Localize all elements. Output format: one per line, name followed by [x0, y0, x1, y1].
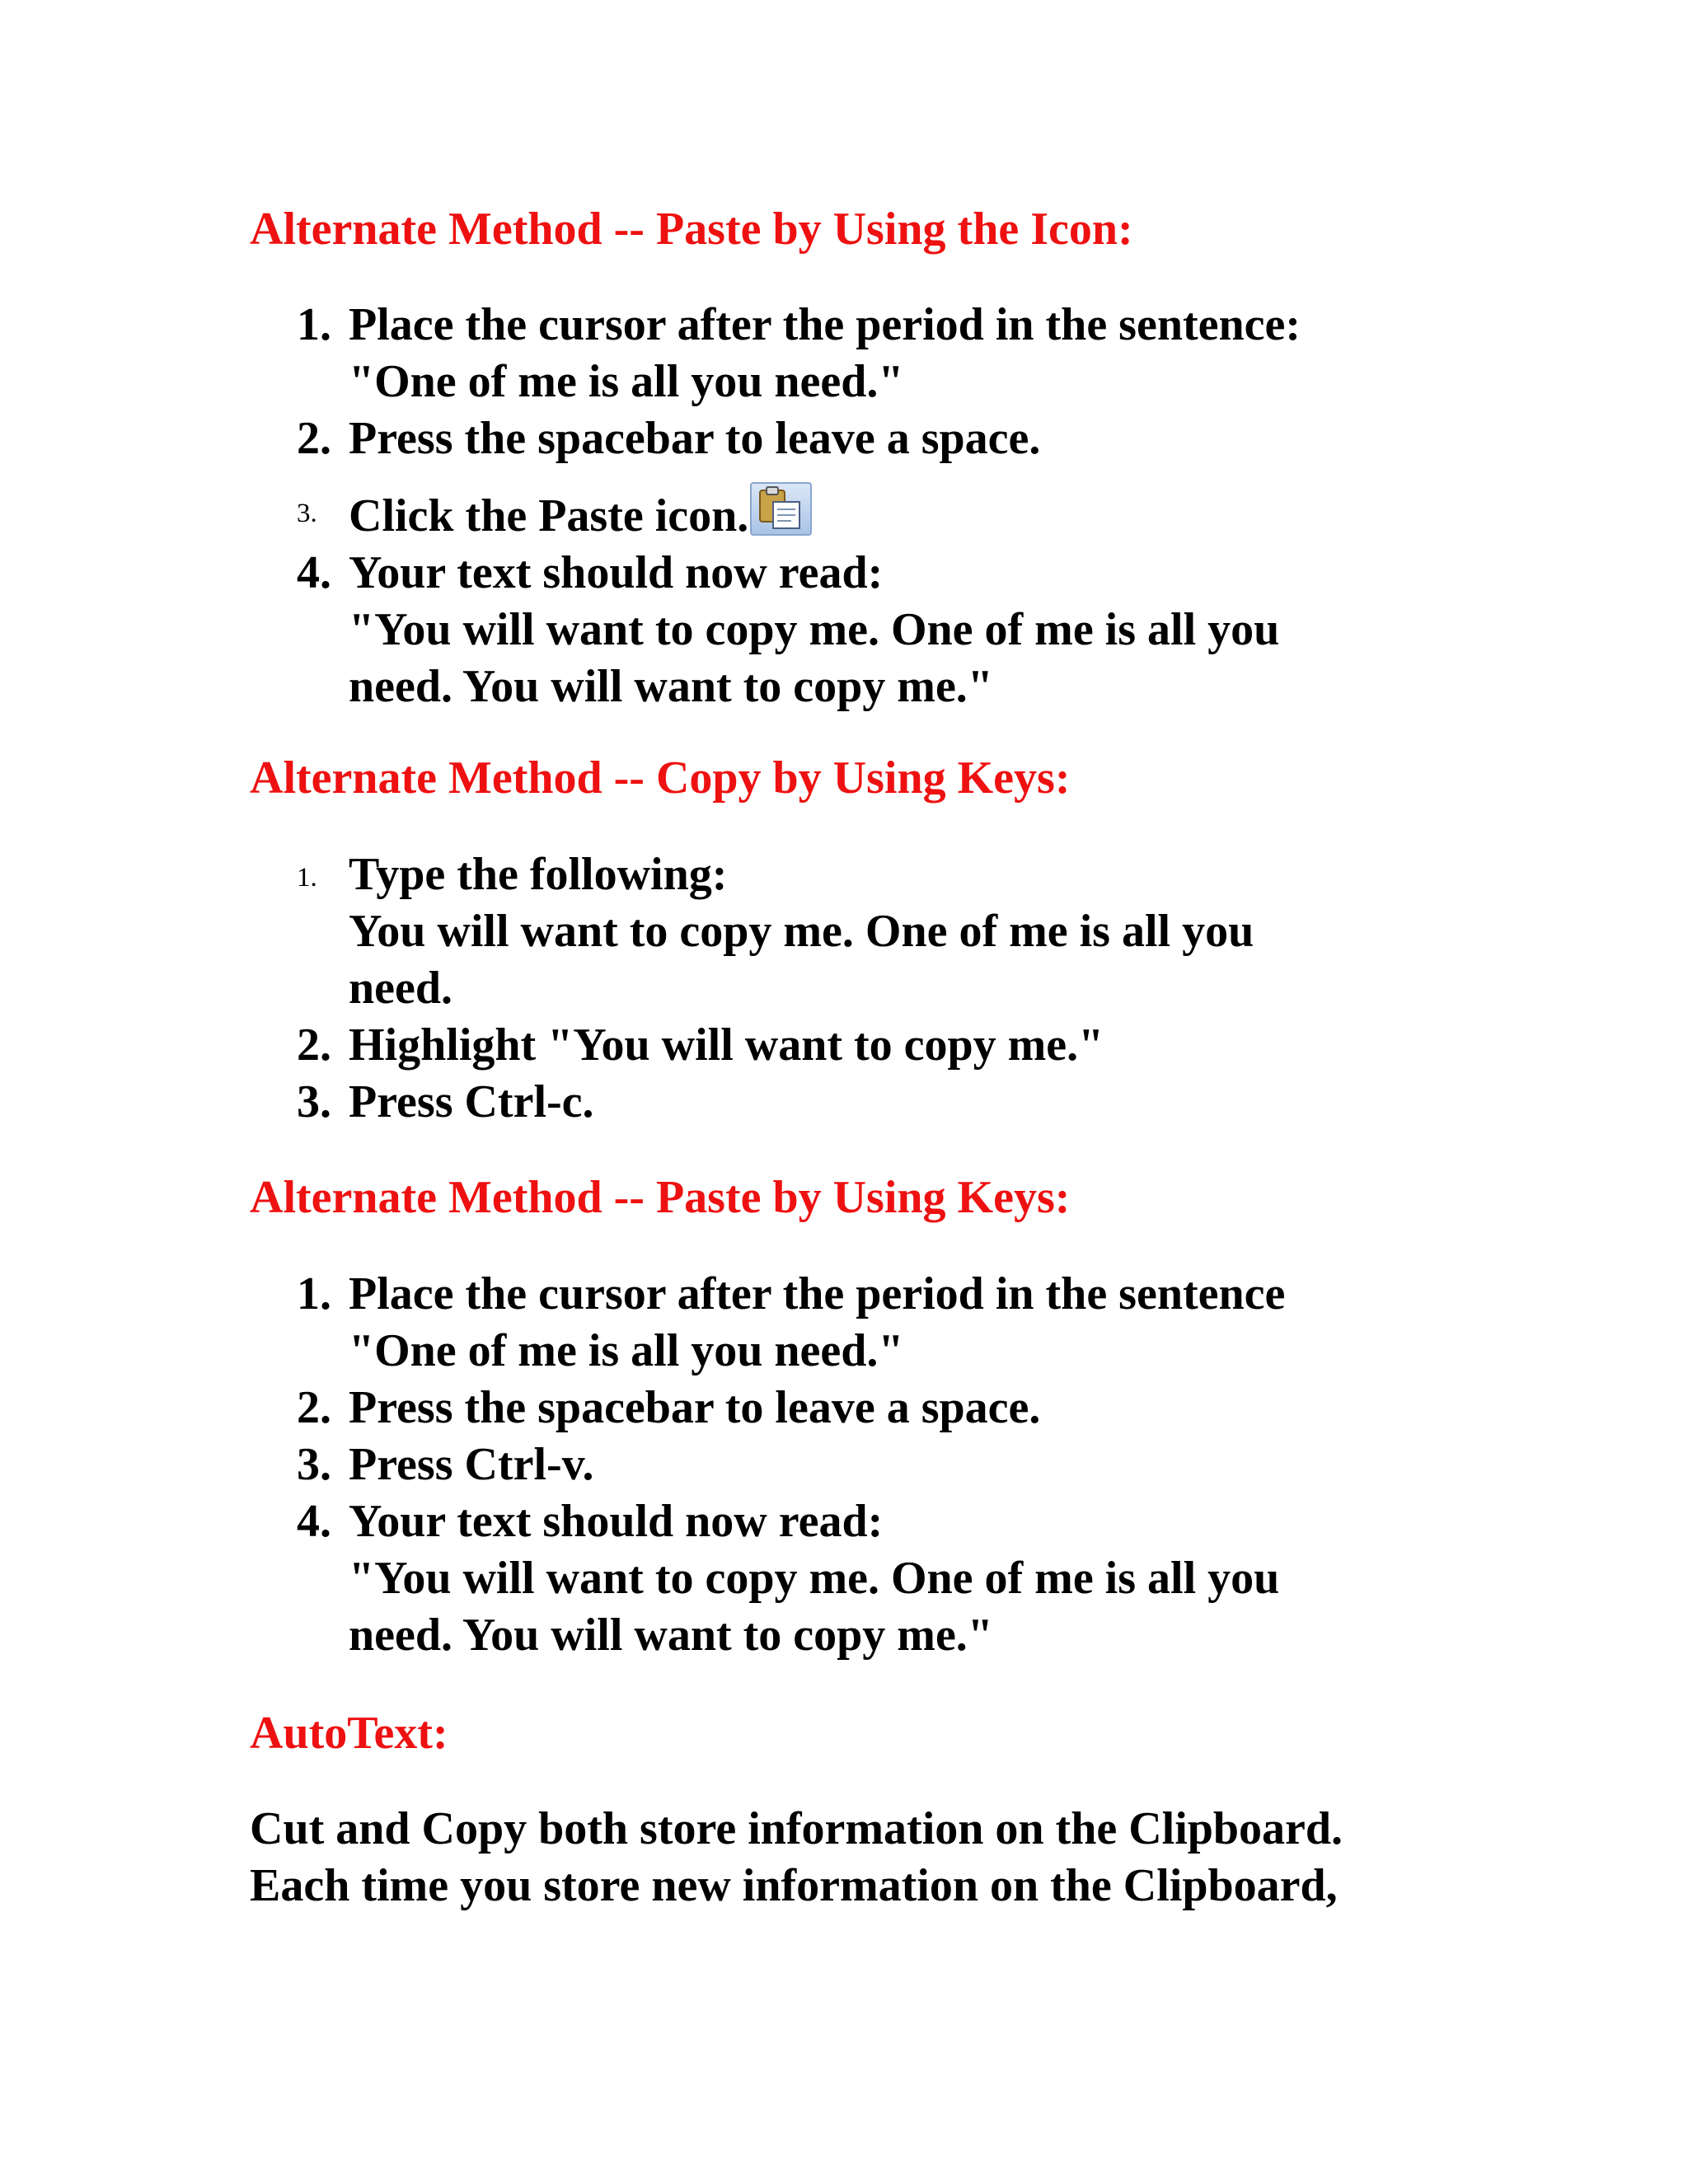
- step-text: Press Ctrl-v.: [349, 1439, 594, 1490]
- paragraph-line: Each time you store new information on the Clipboard,: [250, 1860, 1338, 1911]
- autotext-paragraph: [250, 1801, 1343, 1915]
- step-number: 4.: [297, 1496, 331, 1547]
- step-text: Highlight "You will want to copy me.": [349, 1019, 1104, 1071]
- step-number: 2.: [297, 1382, 331, 1433]
- step-number: 1.: [297, 1268, 331, 1319]
- step-number: 2.: [297, 413, 331, 464]
- list-item: [0, 545, 1301, 715]
- step-number: 4.: [297, 547, 331, 598]
- paragraph-line: Cut and Copy both store information on the Clipboard.: [250, 1803, 1343, 1854]
- step-number: 3.: [297, 499, 317, 528]
- step-number: 2.: [297, 1019, 331, 1071]
- list-item: [0, 846, 1254, 1017]
- list-item: [0, 1436, 1285, 1493]
- step-text: Your text should now read:: [349, 547, 884, 598]
- steps-copy-by-keys: [0, 846, 1254, 1131]
- steps-paste-by-icon: [0, 297, 1301, 715]
- step-text: need.: [349, 963, 452, 1014]
- step-text: "One of me is all you need.": [349, 1325, 904, 1376]
- step-number: 3.: [297, 1439, 331, 1490]
- paste-icon: [750, 482, 812, 536]
- step-number: 1.: [297, 299, 331, 350]
- step-number: 1.: [297, 863, 317, 893]
- step-text: Your text should now read:: [349, 1496, 884, 1547]
- list-item: [0, 482, 1301, 545]
- step-text: [349, 482, 1301, 545]
- list-item: [0, 410, 1301, 467]
- heading-paste-by-keys: Alternate Method -- Paste by Using Keys:: [250, 1172, 1071, 1223]
- step-text: "You will want to copy me. One of me is all you: [349, 604, 1280, 655]
- step-text: Place the cursor after the period in the sentence:: [349, 299, 1301, 350]
- step-text: You will want to copy me. One of me is all you: [349, 906, 1254, 957]
- step-text: "You will want to copy me. One of me is all you: [349, 1553, 1280, 1604]
- heading-autotext: AutoText:: [250, 1708, 448, 1759]
- step-text: need. You will want to copy me.": [349, 1610, 993, 1661]
- step-text: need. You will want to copy me.": [349, 661, 993, 712]
- list-item: [0, 1266, 1285, 1380]
- step-number: 3.: [297, 1076, 331, 1127]
- step-text: Press the spacebar to leave a space.: [349, 413, 1041, 464]
- list-item: [0, 297, 1301, 410]
- step-text: Press the spacebar to leave a space.: [349, 1382, 1041, 1433]
- step-text: Press Ctrl-c.: [349, 1076, 594, 1127]
- steps-paste-by-keys: [0, 1266, 1285, 1664]
- list-item: [0, 1017, 1254, 1074]
- heading-copy-by-keys: Alternate Method -- Copy by Using Keys:: [250, 752, 1071, 804]
- step-text-label: Click the Paste icon.: [349, 490, 749, 541]
- step-text: Place the cursor after the period in the sentence: [349, 1268, 1286, 1319]
- step-text: Type the following:: [349, 849, 728, 900]
- list-item: [0, 1074, 1254, 1131]
- step-text: "One of me is all you need.": [349, 356, 904, 407]
- list-item: [0, 1380, 1285, 1436]
- heading-paste-by-icon: Alternate Method -- Paste by Using the Icon:: [250, 204, 1133, 255]
- list-item: [0, 1493, 1285, 1664]
